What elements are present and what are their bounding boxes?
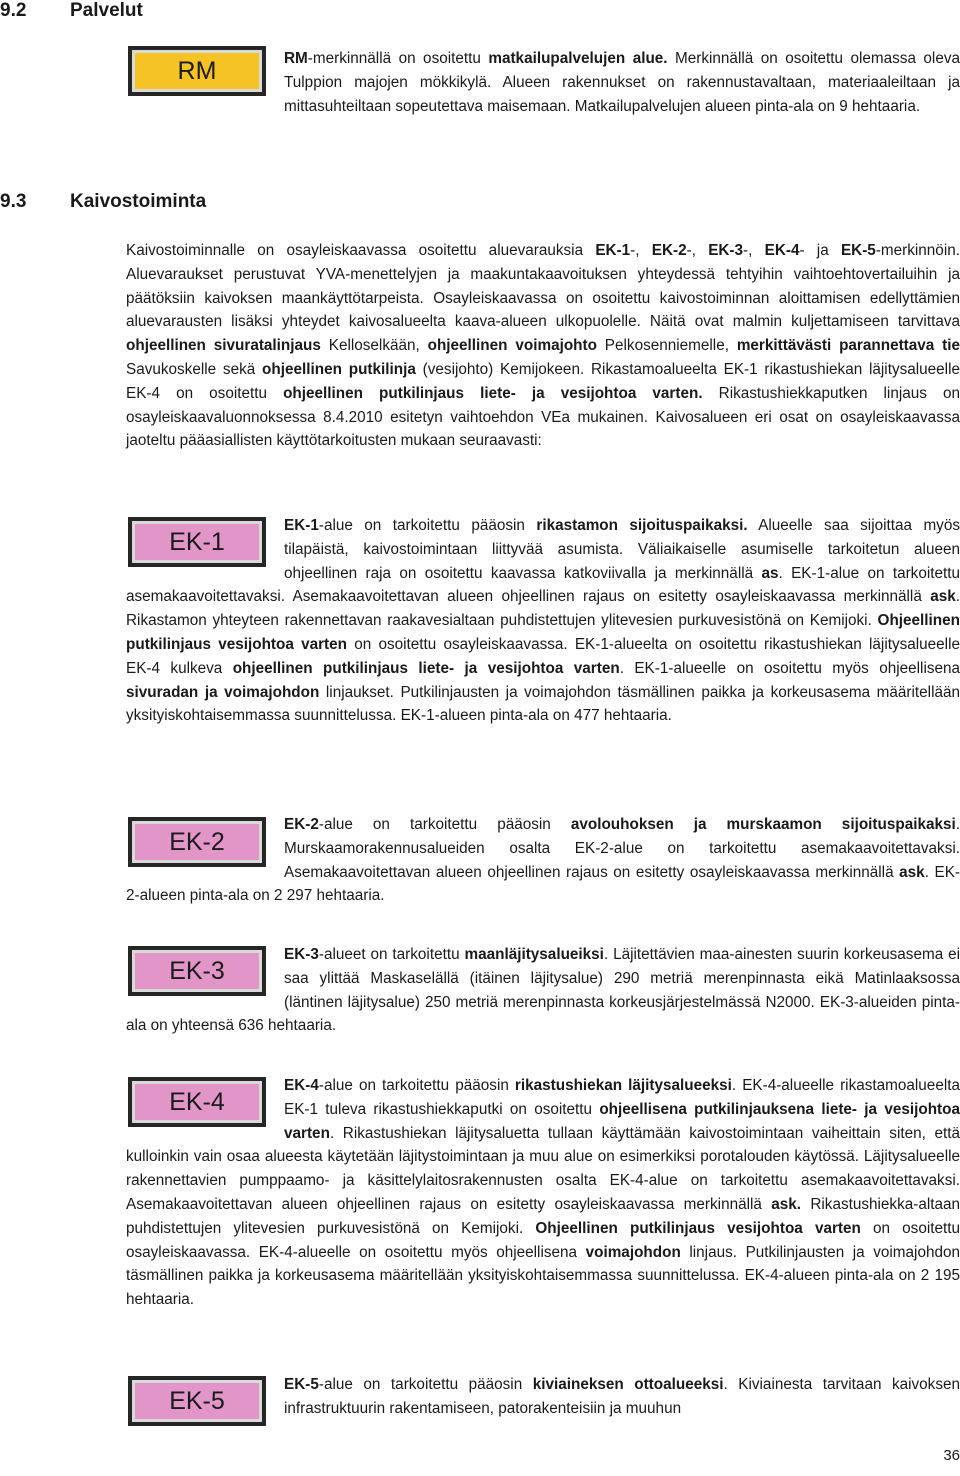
page-number: 36 [943, 1447, 960, 1464]
ek3-legend-badge: EK-3 [128, 946, 266, 996]
bold-text-run: maanläjitysalueiksi [464, 946, 604, 963]
text-run: Pelkosenniemelle, [596, 337, 737, 355]
ek4-paragraph [126, 1074, 960, 1312]
bold-text-run: rikastamon sijoituspaikaksi. [536, 517, 748, 534]
text-run: -alue on tarkoitettu pääosin [318, 1077, 515, 1094]
text-run: -merkinnöin. Aluevaraukset perustuvat YVA-menettelyjen ja maakuntakaavoituksen yhteydessä tehtyihin vaihtoehtovertailuihin ja päätöksiin kaivoksen maankäyttötarpeista. Osayleiskaavassa on osoitettu kaivostoiminnan aloittamisen edellyttämien aluevarausten lisäksi yhteydet kaivosalueelta kaava-alueen ulkopuolelle. Näitä ovat malmin kuljettamiseen tarvittava [126, 242, 960, 331]
text-run: . EK-4-alueelle rikastamoalueelta EK-1 tuleva rikastushiekkaputki on osoitettu [284, 1077, 960, 1118]
bold-text-run: EK-5 [840, 242, 876, 259]
legend-badge-spacer [126, 514, 284, 584]
section-heading-kaivostoiminta [0, 191, 206, 213]
text-run: . Rikastushiekan läjitysaluetta tullaan käyttämään kaivostoimintaan vaiheittain siten, että kulloinkin vain osaa alueesta käytetään läjitystoimintaan ja muu alue on esimerkiksi porotalouden käytössä. Läjitysalueelle rakennettavien pumppaamo- ja käsittelylaitosrakennusten osalta EK-4-alue on tarkoitettu asemakaavoitettavaksi. Asemakaavoitettavan alueen ohjeellinen rajaus on esitetty osayleiskaavassa merkinnällä [126, 1124, 960, 1213]
legend-badge-spacer [126, 47, 284, 117]
text-run: -alue on tarkoitettu pääosin [318, 1376, 533, 1393]
bold-text-run: ask. [771, 1195, 802, 1213]
bold-text-run: EK-4 [284, 1077, 319, 1094]
text-run: -, [630, 242, 652, 259]
ek3-paragraph [126, 943, 960, 1038]
bold-text-run: ask [899, 863, 925, 881]
section-title: Kaivostoiminta [70, 191, 207, 212]
bold-text-run: RM [284, 50, 308, 67]
bold-text-run: EK-2 [284, 816, 319, 833]
ek2-legend-badge: EK-2 [128, 817, 266, 867]
text-run: -, [743, 242, 765, 259]
text-run: . EK-2-alueen pinta-ala on 2 297 hehtaaria. [126, 863, 960, 905]
bold-text-run: EK-1 [284, 517, 319, 534]
text-run: -alue on tarkoitettu pääosin [318, 816, 571, 833]
text-run: . Läjitettävien maa-ainesten suurin korkeusasema ei saa ylittää Maskaselällä (itäinen läjitysalue) 290 metriä merenpinnasta eikä Matinlaaksossa (läntinen läjitysalue) 250 metriä merenpinnasta korkeusjärjestelmässä N2000. EK-3-alueiden pinta-ala on yhteensä 636 hehtaaria. [126, 946, 960, 1035]
bold-text-run: ohjeellinen putkilinja [262, 360, 416, 378]
bold-text-run: Ohjeellinen putkilinjaus vesijohtoa varten [535, 1219, 861, 1237]
bold-text-run: EK-2 [651, 242, 687, 259]
text-run: Kelloselkään, [320, 337, 428, 355]
text-run: -, [686, 242, 709, 259]
legend-badge-spacer [126, 1074, 284, 1144]
text-run: Rikastushiekka-altaan puhdistettujen ylitevesien purkuvesistönä on Kemijoki. [126, 1195, 960, 1237]
text-run: . EK-1-alue on tarkoitettu asemakaavoitettavaksi. Asemakaavoitettavan alueen ohjeellinen rajaus on esitetty osayleiskaavassa merkinnällä [126, 564, 960, 606]
bold-text-run: ohjeellinen putkilinjaus liete- ja vesijohtoa varten. [283, 384, 703, 402]
bold-text-run: voimajohdon [585, 1243, 681, 1261]
ek1-legend-badge: EK-1 [128, 517, 266, 567]
bold-text-run: EK-1 [595, 242, 631, 259]
bold-text-run: matkailupalvelujen alue. [488, 50, 668, 67]
text-run: -alueet on tarkoitettu [318, 946, 465, 963]
section-heading-palvelut [0, 0, 143, 22]
bold-text-run: ohjeellinen putkilinjaus liete- ja vesijohtoa varten [232, 659, 620, 677]
text-run: . Kiviainesta tarvitaan kaivoksen infrastruktuurin rakentamiseen, patorakenteisiin ja muuhun [284, 1376, 960, 1417]
bold-text-run: ohjeellisena putkilinjauksena liete- ja vesijohtoa varten [284, 1100, 960, 1142]
bold-text-run: EK-4 [764, 242, 800, 259]
ek5-legend-badge: EK-5 [128, 1376, 266, 1426]
ek4-legend-badge: EK-4 [128, 1077, 266, 1127]
ek5-paragraph [126, 1373, 960, 1443]
legend-badge-spacer [126, 943, 284, 1013]
legend-badge-spacer [126, 1373, 284, 1443]
text-run: -alue on tarkoitettu pääosin [318, 517, 537, 534]
section-title: Palvelut [70, 0, 143, 21]
bold-text-run: EK-3 [284, 946, 319, 963]
bold-text-run: as [761, 564, 779, 582]
text-run: Alueelle saa sijoittaa myös tilapäistä, kaivostoimintaan liittyvää asumista. Väliaikaiselle asumiselle tarkoitetun alueen ohjeellinen raja on osoitettu kaavassa katkoviivalla ja merkinnällä [284, 517, 960, 582]
text-run: . Rikastamon yhteyteen rakennettavan raakavesialtaan puhdistettujen ylitevesien purkuvesistönä on Kemijoki. [126, 588, 960, 630]
bold-text-run: avolouhoksen ja murskaamon sijoituspaikaksi [570, 816, 956, 833]
rm-legend-badge: RM [128, 46, 266, 96]
text-run: Savukoskelle sekä [126, 360, 263, 378]
bold-text-run: EK-5 [284, 1376, 319, 1393]
bold-text-run: kiviaineksen ottoalueeksi [532, 1376, 724, 1393]
bold-text-run: rikastushiekan läjitysalueeksi [514, 1077, 732, 1094]
text-run: -merkinnällä on osoitettu [307, 50, 489, 67]
text-run: Merkinnällä on osoitettu olemassa oleva Tulppion majojen mökkikylä. Alueen rakennukset on rakennustavaltaan, materiaaleiltaan ja mittasuhteiltaan sopeutettava maisemaan. Matkailupalvelujen alueen pinta-ala on 9 hehtaaria. [284, 50, 960, 115]
ek2-paragraph [126, 813, 960, 908]
intro-paragraph [126, 239, 960, 453]
legend-badge-spacer [126, 813, 284, 883]
bold-text-run: EK-3 [708, 242, 744, 259]
text-run: linjaukset. Putkilinjausten ja voimajohdon täsmällinen paikka ja korkeusasema määritellään yksityiskohtaisemmassa suunnittelussa. EK-1-alueen pinta-ala on 477 hehtaaria. [126, 683, 960, 725]
text-run: . Murskaamorakennusalueiden osalta EK-2-alue on tarkoitettu asemakaavoitettavaksi. Asemakaavoitettavan alueen ohjeellinen rajaus on esitetty osayleiskaavassa merkinnällä [284, 816, 960, 881]
section-number: 9.3 [0, 191, 27, 212]
text-run: . EK-1-alueelle on osoitettu myös ohjeellisena [619, 659, 960, 677]
text-run: Rikastushiekkaputken linjaus on osayleiskaavaluonnoksessa 8.4.2010 esitetyn vaihtoehdon VEa mukainen. Kaivosalueen eri osat on osayleiskaavassa jaoteltu pääasiallisten käyttötarkoitusten mukaan seuraavasti: [126, 384, 960, 450]
bold-text-run: ohjeellinen voimajohto [427, 337, 597, 355]
text-run: on osoitettu osayleiskaavassa. EK-1-alueelta on osoitettu rikastushiekan läjitysalueelle EK-4 kulkeva [126, 635, 960, 677]
text-run: linjaus. Putkilinjausten ja voimajohdon täsmällinen paikka ja korkeusasema määritellään yksityiskohtaisemmassa suunnittelussa. EK-4-alueen pinta-ala on 2 195 hehtaaria. [126, 1243, 960, 1309]
text-run: - ja [799, 242, 841, 259]
text-run: (vesijohto) Kemijokeen. Rikastamoalueelta EK-1 rikastushiekan läjitysalueelle EK-4 on osoitettu [126, 360, 960, 402]
bold-text-run: ohjeellinen sivuratalinjaus [126, 337, 321, 355]
bold-text-run: sivuradan ja voimajohdon [126, 683, 320, 701]
bold-text-run: merkittävästi parannettava tie [736, 337, 960, 355]
rm-paragraph [126, 47, 960, 118]
text-run: on osoitettu osayleiskaavassa. EK-4-alueelle on osoitettu myös ohjeellisena [126, 1219, 960, 1261]
bold-text-run: Ohjeellinen putkilinjaus vesijohtoa varten [126, 612, 960, 653]
text-run: Kaivostoiminnalle on osayleiskaavassa osoitettu aluevarauksia [126, 242, 596, 259]
section-number: 9.2 [0, 0, 27, 21]
bold-text-run: ask [930, 588, 956, 606]
ek1-paragraph [126, 514, 960, 728]
